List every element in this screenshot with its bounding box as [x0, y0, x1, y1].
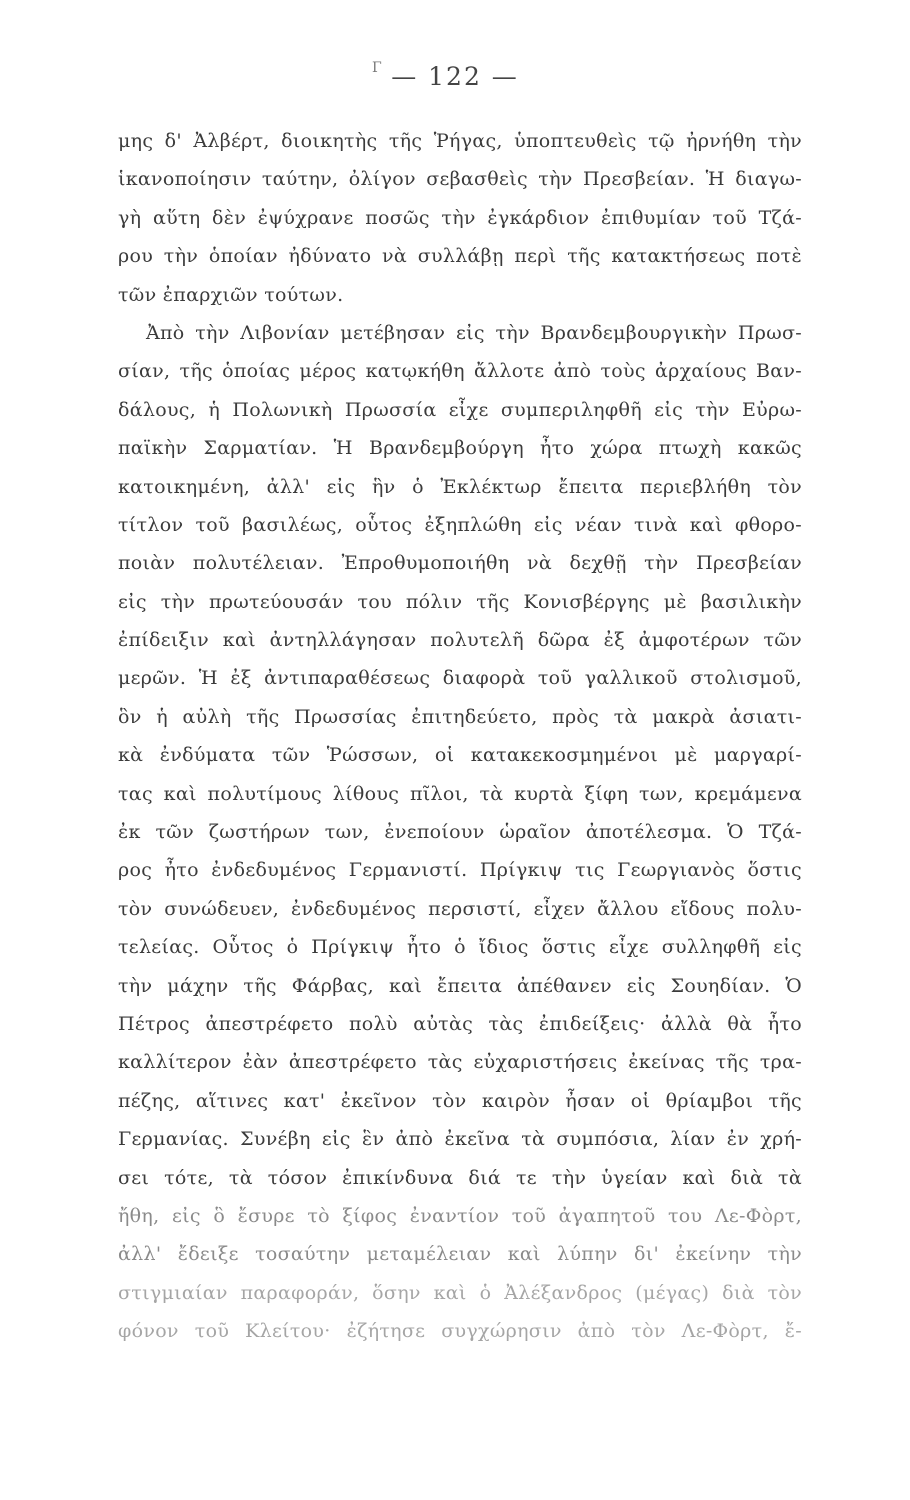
text-line: μερῶν. Ἡ ἐξ ἀντιπαραθέσεως διαφορὰ τοῦ γαλλικοῦ στολισμοῦ,	[118, 667, 802, 690]
text-line: Πέτρος ἀπεστρέφετο πολὺ αὐτὰς τὰς ἐπιδείξεις· ἀλλὰ θὰ ἦτο	[118, 1012, 802, 1035]
text-line: τας καὶ πολυτίμους λίθους πῖλοι, τὰ κυρτὰ ξίφη των, κρεμάμενα	[118, 782, 802, 805]
text-line: ὃν ἡ αὐλὴ τῆς Πρωσσίας ἐπιτηδεύετο, πρὸς τὰ μακρὰ ἀσιατι-	[118, 705, 802, 728]
text-line: ποιὰν πολυτέλειαν. Ἐπροθυμοποιήθη νὰ δεχθῇ τὴν Πρεσβείαν	[118, 552, 802, 575]
text-line: ρος ἦτο ἐνδεδυμένος Γερμανιστί. Πρίγκιψ τις Γεωργιανὸς ὅστις	[118, 859, 802, 882]
text-line: ἐπίδειξιν καὶ ἀντηλλάγησαν πολυτελῆ δῶρα ἐξ ἀμφοτέρων τῶν	[118, 629, 802, 652]
text-line: κατοικημένη, ἀλλ' εἰς ἣν ὁ Ἐκλέκτωρ ἔπειτα περιεβλήθη τὸν	[118, 475, 802, 498]
text-line: ἐκ τῶν ζωστήρων των, ἐνεποίουν ὡραῖον ἀποτέλεσμα. Ὁ Τζά-	[118, 821, 802, 844]
text-line: σει τότε, τὰ τόσον ἐπικίνδυνα διά τε τὴν ὑγείαν καὶ διὰ τὰ	[118, 1166, 802, 1189]
text-line: κὰ ἐνδύματα τῶν Ῥώσσων, οἱ κατακεκοσμημένοι μὲ μαργαρί-	[118, 744, 802, 767]
page-number: — 122 —	[391, 62, 519, 91]
margin-mark: Γ	[372, 60, 382, 76]
text-line: ἤθη, εἰς ὃ ἔσυρε τὸ ξίφος ἐναντίον τοῦ ἀγαπητοῦ του Λε-Φὸρτ,	[118, 1204, 802, 1227]
text-line: καλλίτερον ἐὰν ἀπεστρέφετο τὰς εὐχαριστήσεις ἐκείνας τῆς τρα-	[118, 1051, 802, 1074]
body-text	[118, 122, 802, 1351]
text-line: τὸν συνώδευεν, ἐνδεδυμένος περσιστί, εἶχεν ἄλλου εἴδους πολυ-	[118, 897, 802, 920]
text-line: εἰς τὴν πρωτεύουσάν του πόλιν τῆς Κονισβέργης μὲ βασιλικὴν	[118, 590, 802, 613]
text-line: ρου τὴν ὁποίαν ἠδύνατο νὰ συλλάβῃ περὶ τῆς κατακτήσεως ποτὲ	[118, 245, 802, 268]
text-line: μης δ' Ἀλβέρτ, διοικητὴς τῆς Ῥήγας, ὑποπτευθεὶς τῷ ἠρνήθη τὴν	[118, 130, 802, 152]
text-line: γὴ αὕτη δὲν ἐψύχρανε ποσῶς τὴν ἐγκάρδιον ἐπιθυμίαν τοῦ Τζά-	[118, 206, 802, 229]
text-line: δάλους, ἡ Πολωνικὴ Πρωσσία εἶχε συμπεριληφθῆ εἰς τὴν Εὐρω-	[118, 398, 802, 421]
text-line: παϊκὴν Σαρματίαν. Ἡ Βρανδεμβούργη ἦτο χώρα πτωχὴ κακῶς	[118, 437, 802, 460]
text-line: τελείας. Οὗτος ὁ Πρίγκιψ ἦτο ὁ ἴδιος ὅστις εἶχε συλληφθῆ εἰς	[118, 936, 802, 959]
text-line: σίαν, τῆς ὁποίας μέρος κατῳκήθη ἄλλοτε ἀπὸ τοὺς ἀρχαίους Βαν-	[118, 360, 802, 383]
text-line: τὴν μάχην τῆς Φάρβας, καὶ ἔπειτα ἀπέθανεν εἰς Σουηδίαν. Ὁ	[118, 974, 802, 997]
text-line: φόνον τοῦ Κλείτου· ἐζήτησε συγχώρησιν ἀπὸ τὸν Λε-Φὸρτ, ἔ-	[118, 1320, 802, 1343]
text-line: ἀλλ' ἔδειξε τοσαύτην μεταμέλειαν καὶ λύπην δι' ἐκείνην τὴν	[118, 1243, 802, 1266]
text-line: τίτλον τοῦ βασιλέως, οὗτος ἐξηπλώθη εἰς νέαν τινὰ καὶ φθορο-	[118, 513, 802, 536]
text-line: Γερμανίας. Συνέβη εἰς ἓν ἀπὸ ἐκεῖνα τὰ συμπόσια, λίαν ἐν χρή-	[118, 1128, 802, 1151]
text-line: Ἀπὸ τὴν Λιβονίαν μετέβησαν εἰς τὴν Βρανδεμβουργικὴν Πρωσ-	[146, 321, 802, 344]
text-line: τῶν ἐπαρχιῶν τούτων.	[118, 283, 344, 306]
text-line: στιγμιαίαν παραφοράν, ὅσην καὶ ὁ Ἀλέξανδρος (μέγας) διὰ τὸν	[118, 1281, 802, 1304]
text-line: πέζης, αἵτινες κατ' ἐκεῖνον τὸν καιρὸν ἦσαν οἱ θρίαμβοι τῆς	[118, 1089, 802, 1112]
text-line: ἱκανοποίησιν ταύτην, ὀλίγον σεβασθεὶς τὴν Πρεσβείαν. Ἡ διαγω-	[118, 168, 802, 191]
